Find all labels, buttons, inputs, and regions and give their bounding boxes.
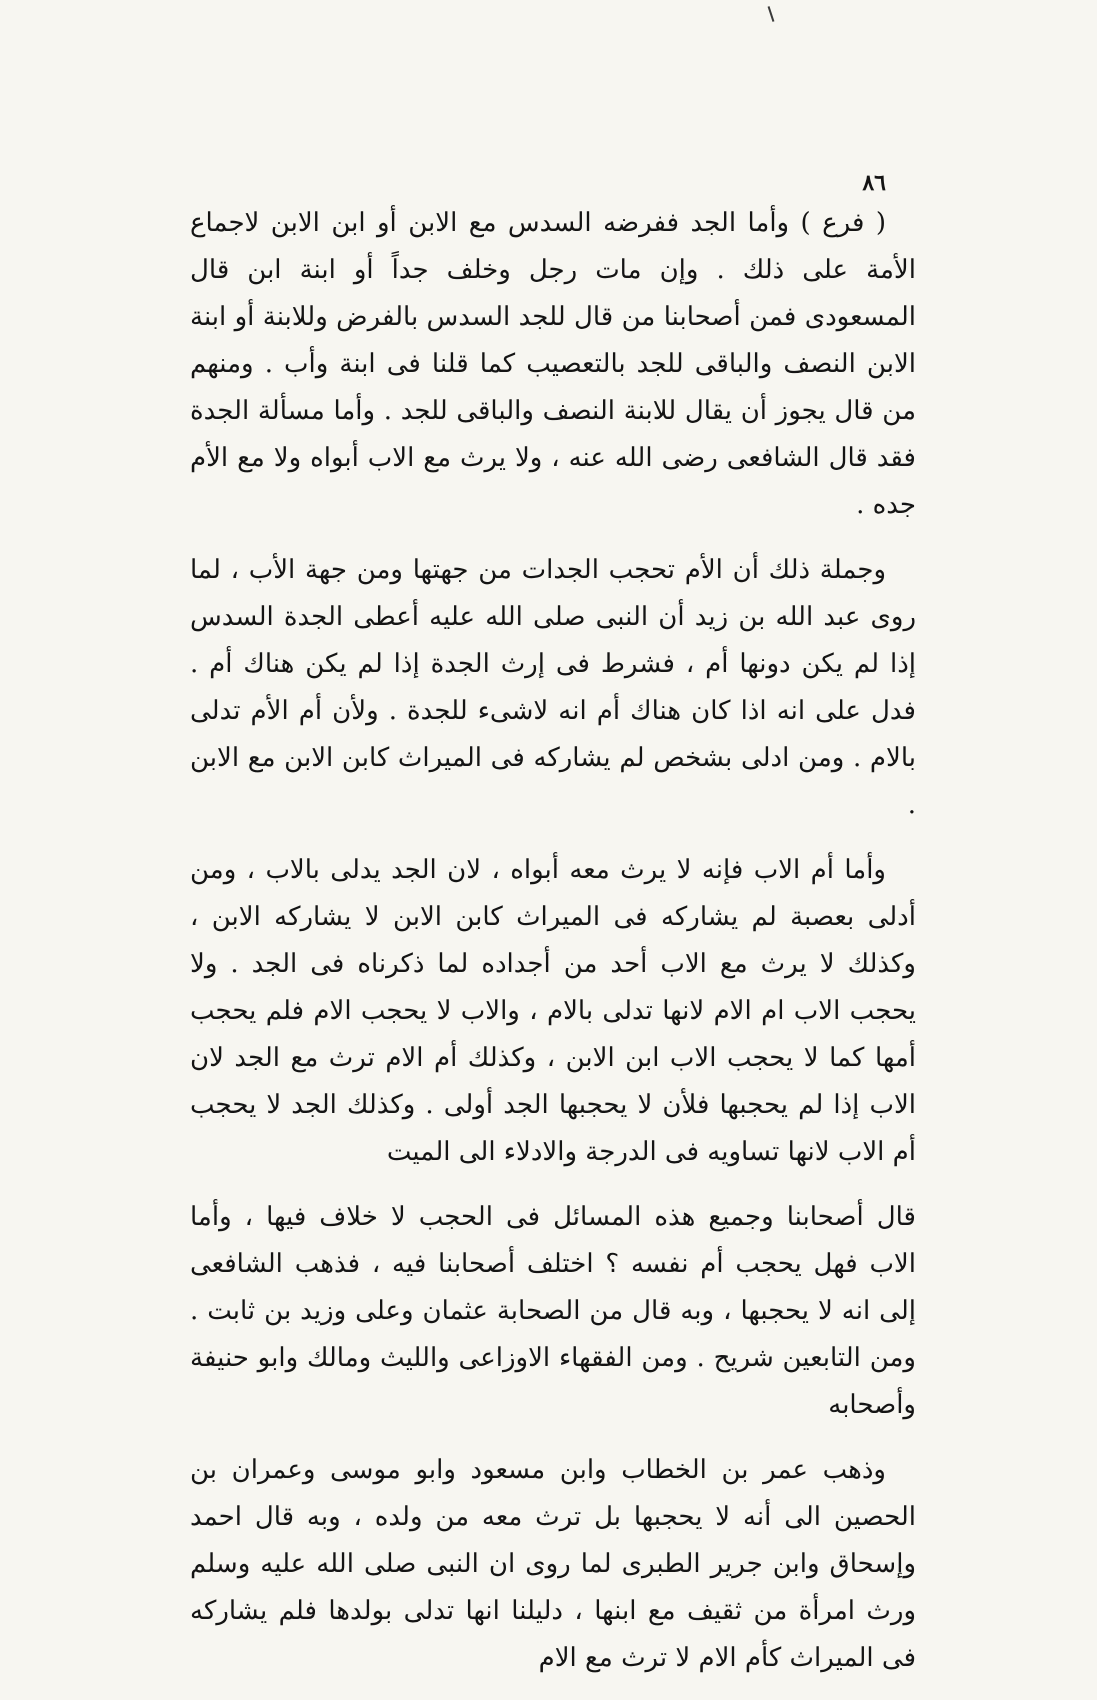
paragraph-1: ( فرع ) وأما الجد ففرضه السدس مع الابن أو ابن الابن لاجماع الأمة على ذلك . وإن مات رجل وخلف جداً أو ابنة ابن قال المسعودى فمن أصحابنا من قال للجد السدس بالفرض وللابنة أو ابنة الابن النصف والباقى للجد بالتعصيب كما قلنا فى ابنة وأب . ومنهم من قال يجوز أن يقال للابنة النصف والباقى للجد . وأما مسألة الجدة فقد قال الشافعى رضى الله عنه ، ولا يرث مع الاب أبواه ولا مع الأم جده . (190, 208, 916, 520)
paragraph-4: قال أصحابنا وجميع هذه المسائل فى الحجب لا خلاف فيها ، وأما الاب فهل يحجب أم نفسه ؟ اختلف أصحابنا فيه ، فذهب الشافعى إلى انه لا يحجبها ، وبه قال من الصحابة عثمان وعلى وزيد بن ثابت . ومن التابعين شريح . ومن الفقهاء الاوزاعى والليث ومالك وابو حنيفة وأصحابه (190, 1202, 916, 1420)
body-text (190, 200, 916, 1700)
paragraph-2: وجملة ذلك أن الأم تحجب الجدات من جهتها ومن جهة الأب ، لما روى عبد الله بن زيد أن النبى صلى الله عليه أعطى الجدة السدس إذا لم يكن دونها أم ، فشرط فى إرث الجدة إذا لم يكن هناك أم . فدل على انه اذا كان هناك أم انه لاشىء للجدة . ولأن أم الأم تدلى بالام . ومن ادلى بشخص لم يشاركه فى الميراث كابن الابن مع الابن . (190, 555, 916, 820)
page-number: ٨٦ (862, 170, 886, 196)
scan-artifact-mark (768, 6, 775, 22)
paragraph-5: وذهب عمر بن الخطاب وابن مسعود وابو موسى وعمران بن الحصين الى أنه لا يحجبها بل ترث معه من ولده ، وبه قال احمد وإسحاق وابن جرير الطبرى لما روى ان النبى صلى الله عليه وسلم ورث امرأة من ثقيف مع ابنها ، دليلنا انها تدلى بولدها فلم يشاركه فى الميراث كأم الام لا ترث مع الام (190, 1455, 916, 1673)
paragraph-3: وأما أم الاب فإنه لا يرث معه أبواه ، لان الجد يدلى بالاب ، ومن أدلى بعصبة لم يشاركه فى الميراث كابن الابن لا يشاركه الابن ، وكذلك لا يرث مع الاب أحد من أجداده لما ذكرناه فى الجد . ولا يحجب الاب ام الام لانها تدلى بالام ، والاب لا يحجب الام فلم يحجب أمها كما لا يحجب الاب ابن الابن ، وكذلك أم الام ترث مع الجد لان الاب إذا لم يحجبها فلأن لا يحجبها الجد أولى . وكذلك الجد لا يحجب أم الاب لانها تساويه فى الدرجة والادلاء الى الميت (190, 855, 916, 1167)
